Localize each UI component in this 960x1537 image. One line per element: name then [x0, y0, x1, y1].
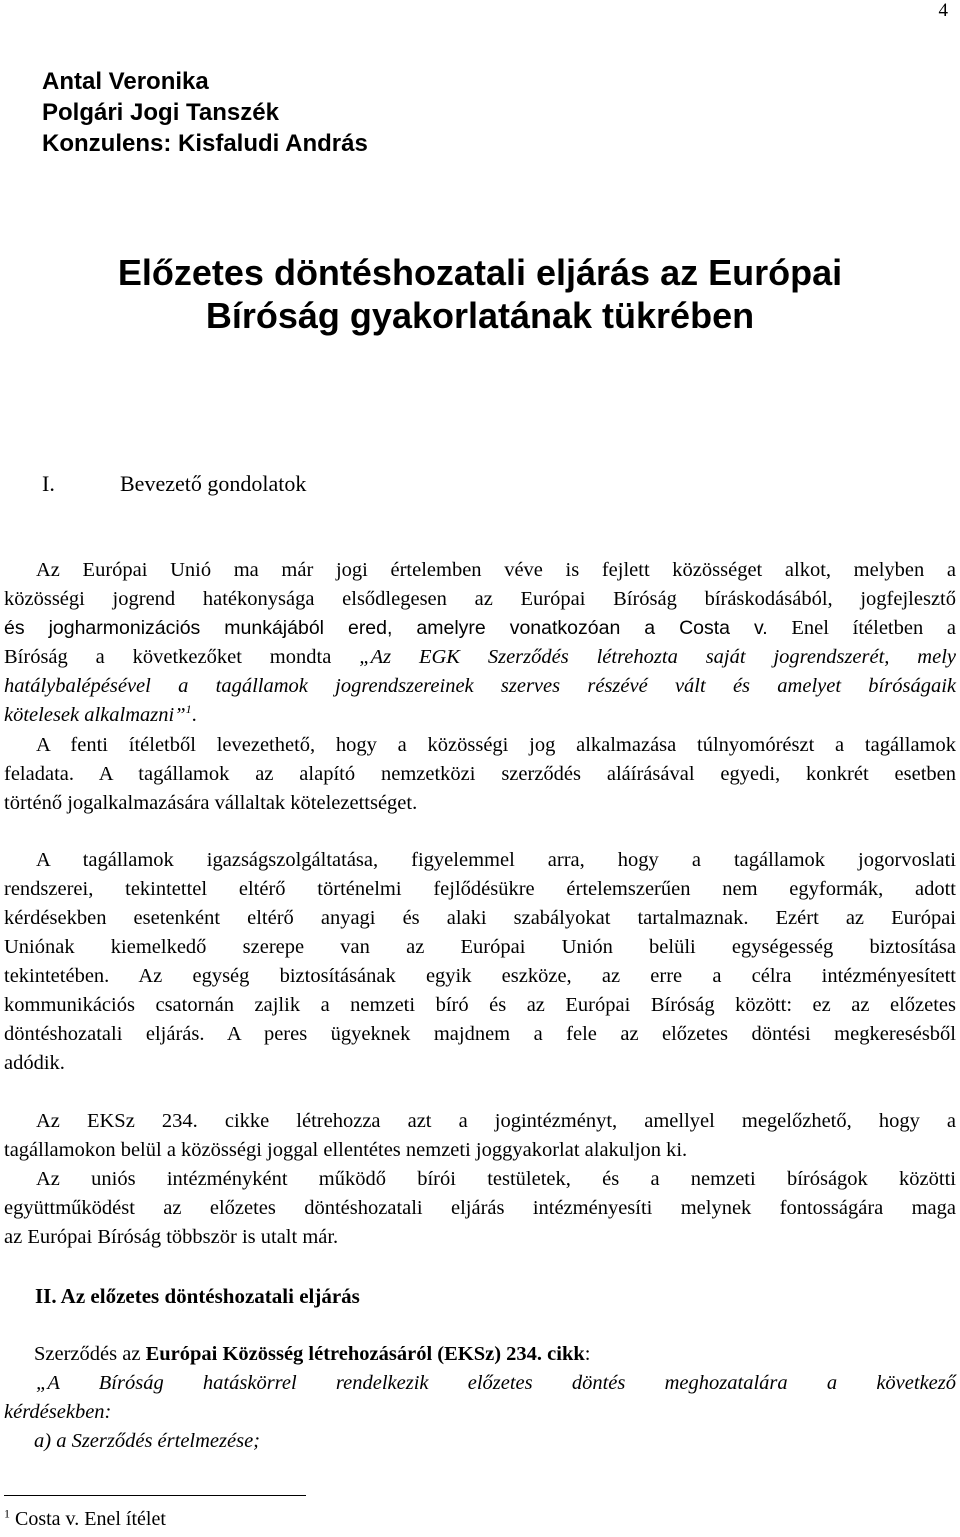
paragraph-4-line-2: tagállamokon belül a közösségi joggal ellentétes nemzeti joggyakorlat alakuljon ki.: [4, 1139, 688, 1161]
advisor-name: Konzulens: Kisfaludi András: [42, 130, 368, 157]
paragraph-2-line-2: feladata. A tagállamok az alapító nemzetközi szerződés aláírásával egyedi, konkrét esetben: [4, 763, 956, 785]
paragraph-1: [4, 556, 956, 730]
paragraph-3-line-8: adódik.: [4, 1052, 65, 1074]
quote-line-1-text: „A Bíróság hatáskörrel rendelkezik előzetes döntés meghozatalára a következő: [36, 1372, 956, 1394]
article-intro-plain: Szerződés az: [34, 1343, 146, 1365]
paragraph-3-line-2: rendszerei, tekintettel eltérő történelmi fejlődésükre értelemszerűen nem egyformák, adott: [4, 878, 956, 900]
paragraph-1-line-5: [4, 672, 956, 701]
quote-line-1: [4, 1369, 956, 1398]
paragraph-3-line-5: tekintetében. Az egység biztosításának egyik eszköze, az erre a célra intézményesített: [4, 965, 956, 987]
department-name: Polgári Jogi Tanszék: [42, 99, 279, 126]
paragraph-5-line-2: együttműködést az előzetes döntéshozatali eljárás intézményesíti melynek fontosságára maga: [4, 1197, 956, 1219]
author-name: Antal Veronika: [42, 68, 209, 95]
article-intro-colon: :: [584, 1343, 591, 1365]
paragraph-1-line-4: [4, 643, 956, 672]
paragraph-3-line-4: Uniónak kiemelkedő szerepe van az Európai Unión belüli egységesség biztosítása: [4, 936, 956, 958]
paragraph-1-line-4-plain: Bíróság a következőket mondta: [4, 646, 360, 668]
document-title-line-1: Előzetes döntéshozatali eljárás az Európai: [117, 252, 843, 293]
quote-line-2: [4, 1398, 956, 1427]
paragraph-4-line-1: Az EKSz 234. cikke létrehozza azt a jogintézményt, amellyel megelőzhető, hogy a: [36, 1110, 956, 1132]
paragraph-4: [4, 1107, 956, 1165]
paragraph-3-line-6: kommunikációs csatornán zajlik a nemzeti bíró és az Európai Bíróság között: ez az előzetes: [4, 994, 956, 1016]
paragraph-2: [4, 731, 956, 818]
footnote-marker: 1: [4, 1506, 10, 1521]
paragraph-3: [4, 846, 956, 1078]
quote-middle: hatálybalépésével a tagállamok jogrendszereinek szerves részévé vált és amelyet bíróságaik: [4, 675, 956, 697]
paragraph-1-line-3-rest: Enel ítéletben a: [767, 617, 956, 639]
footnote-separator: [4, 1495, 306, 1496]
paragraph-1-line-3: [4, 614, 956, 643]
paragraph-2-line-1: A fenti ítéletből levezethető, hogy a közösségi jog alkalmazása túlnyomórészt a tagállamok: [36, 734, 956, 756]
paragraph-1-line-3-sans: és jogharmonizációs munkájából ered, amelyre vonatkozóan a Costa v.: [4, 617, 768, 639]
paragraph-3-line-1: A tagállamok igazságszolgáltatása, figyelemmel arra, hogy a tagállamok jogorvoslati: [36, 849, 956, 871]
article-intro: [4, 1340, 956, 1456]
list-item-a: [4, 1427, 956, 1456]
paragraph-3-line-7: döntéshozatali eljárás. A peres ügyeknek majdnem a fele az előzetes döntési megkeresésből: [4, 1023, 956, 1045]
section-2-heading: II. Az előzetes döntéshozatali eljárás: [35, 1284, 360, 1308]
paragraph-5-line-1: Az uniós intézményként működő bírói testületek, és a nemzeti bíróságok közötti: [36, 1168, 956, 1190]
paragraph-2-line-3: történő jogalkalmazására vállaltak kötelezettséget.: [4, 792, 418, 814]
quote-period: .: [191, 704, 197, 726]
page-number: 4: [938, 0, 948, 21]
paragraph-1-line-1: Az Európai Unió ma már jogi értelemben véve is fejlett közösséget alkot, melyben a: [36, 559, 956, 581]
list-item-a-text: a) a Szerződés értelmezése;: [34, 1430, 261, 1452]
footnote-text: Costa v. Enel ítélet: [10, 1508, 166, 1530]
section-1-number: I.: [42, 471, 55, 496]
section-1-title: Bevezető gondolatok: [120, 471, 307, 496]
paragraph-1-line-6: [4, 701, 956, 730]
quote-start: „Az EGK Szerződés létrehozta saját jogrendszerét, mely: [359, 646, 956, 668]
paragraph-5: [4, 1165, 956, 1252]
paragraph-3-line-3: kérdésekben esetenként eltérő anyagi és alaki szabályokat tartalmaznak. Ezért az Európai: [4, 907, 956, 929]
article-intro-line: [4, 1340, 956, 1369]
paragraph-5-line-3: az Európai Bíróság többször is utalt már.: [4, 1226, 339, 1248]
footnote: [4, 1508, 166, 1531]
quote-line-2-text: kérdésekben:: [4, 1401, 112, 1423]
footnote-ref-1: 1: [185, 702, 192, 717]
paragraph-1-line-2: közösségi jogrend hatékonysága elsődlegesen az Európai Bíróság bíráskodásából, jogfejlesztő: [4, 588, 956, 610]
document-title-line-2: Bíróság gyakorlatának tükrében: [205, 295, 755, 336]
article-intro-bold: Európai Közösség létrehozásáról (EKSz) 234. cikk: [145, 1343, 585, 1365]
section-1-heading: [42, 471, 306, 497]
quote-end: kötelesek alkalmazni”: [4, 704, 186, 726]
